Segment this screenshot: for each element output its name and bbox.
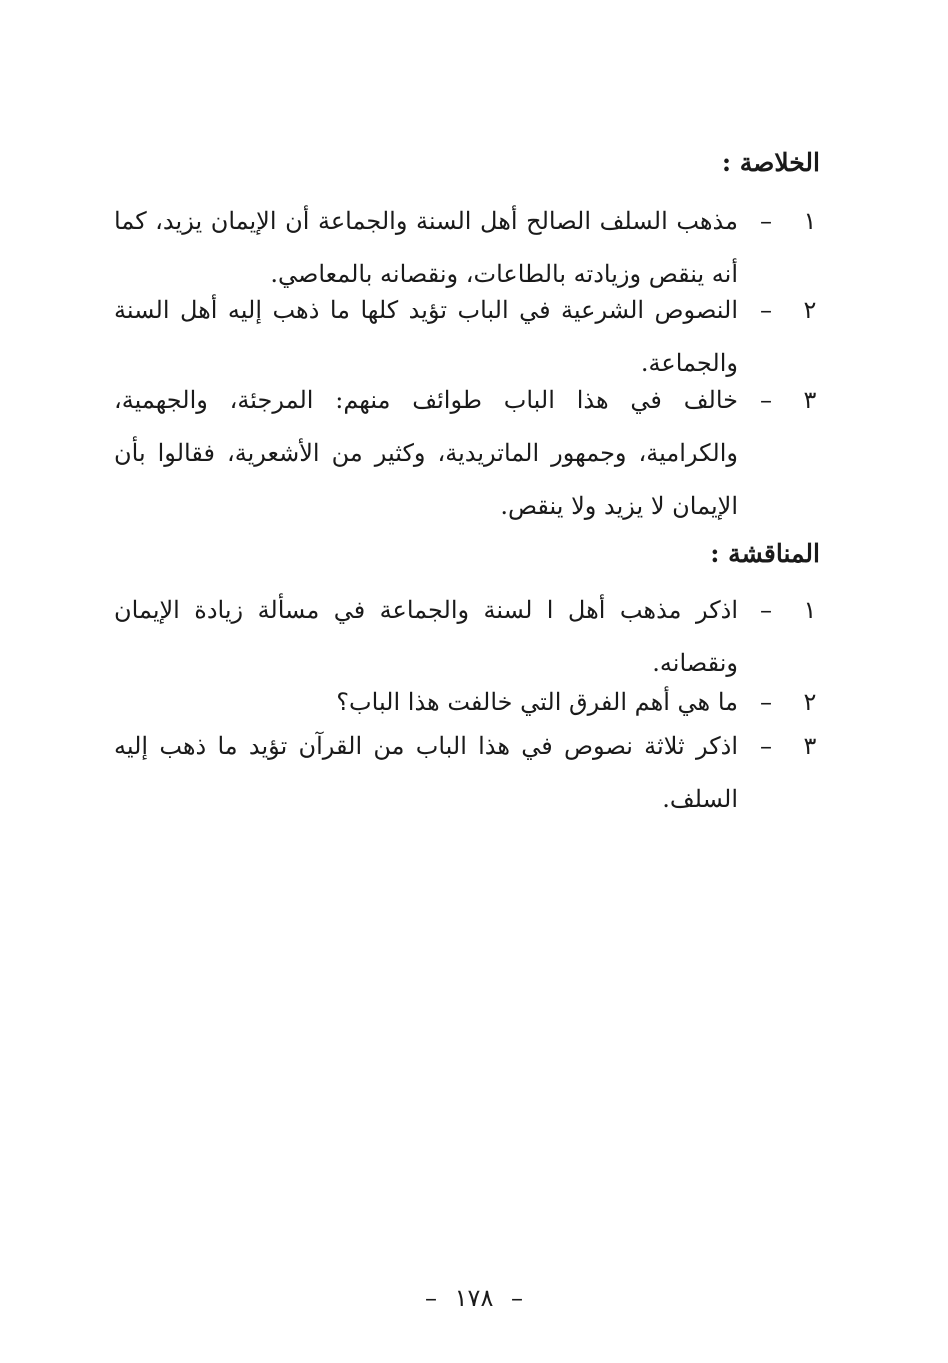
item-text: النصوص الشرعية في الباب تؤيد كلها ما ذهب إليه أهل السنة والجماعة. xyxy=(114,296,738,377)
page-footer xyxy=(0,1283,948,1313)
item-number: ٢ xyxy=(803,296,817,324)
item-text: مذهب السلف الصالح أهل السنة والجماعة أن الإيمان يزيد، كما أنه ينقص وزيادته بالطاعات، ونقصانه بالمعاصي. xyxy=(114,207,738,288)
footer-dash-left: – xyxy=(425,1284,438,1312)
footer-dash-right: – xyxy=(510,1284,523,1312)
discussion-heading: المناقشة : xyxy=(710,539,820,568)
item-number: ٣ xyxy=(803,386,817,414)
page-number: ١٧٨ xyxy=(454,1284,494,1312)
discussion-item-3 xyxy=(114,720,820,826)
discussion-item-1 xyxy=(114,584,820,690)
summary-heading: الخلاصة : xyxy=(721,148,820,177)
item-text: خالف في هذا الباب طوائف منهم: المرجئة، والجهمية، والكرامية، وجمهور الماتريدية، وكثير من الأشعرية، فقالوا بأن الإيمان لا يزيد ولا ينقص. xyxy=(114,386,738,520)
item-number: ١ xyxy=(803,596,817,624)
item-text: اذكر ثلاثة نصوص في هذا الباب من القرآن تؤيد ما ذهب إليه السلف. xyxy=(114,732,738,813)
item-number: ٣ xyxy=(803,732,817,760)
item-number: ١ xyxy=(803,207,817,235)
item-dash: – xyxy=(760,596,772,624)
item-number: ٢ xyxy=(803,688,817,716)
item-dash: – xyxy=(760,207,772,235)
summary-item-3 xyxy=(114,374,820,533)
item-text: اذكر مذهب أهل ا لسنة والجماعة في مسألة زيادة الإيمان ونقصانه. xyxy=(114,596,738,677)
item-dash: – xyxy=(760,688,772,716)
item-dash: – xyxy=(760,386,772,414)
item-text: ما هي أهم الفرق التي خالفت هذا الباب؟ xyxy=(336,688,738,716)
item-dash: – xyxy=(760,296,772,324)
item-dash: – xyxy=(760,732,772,760)
